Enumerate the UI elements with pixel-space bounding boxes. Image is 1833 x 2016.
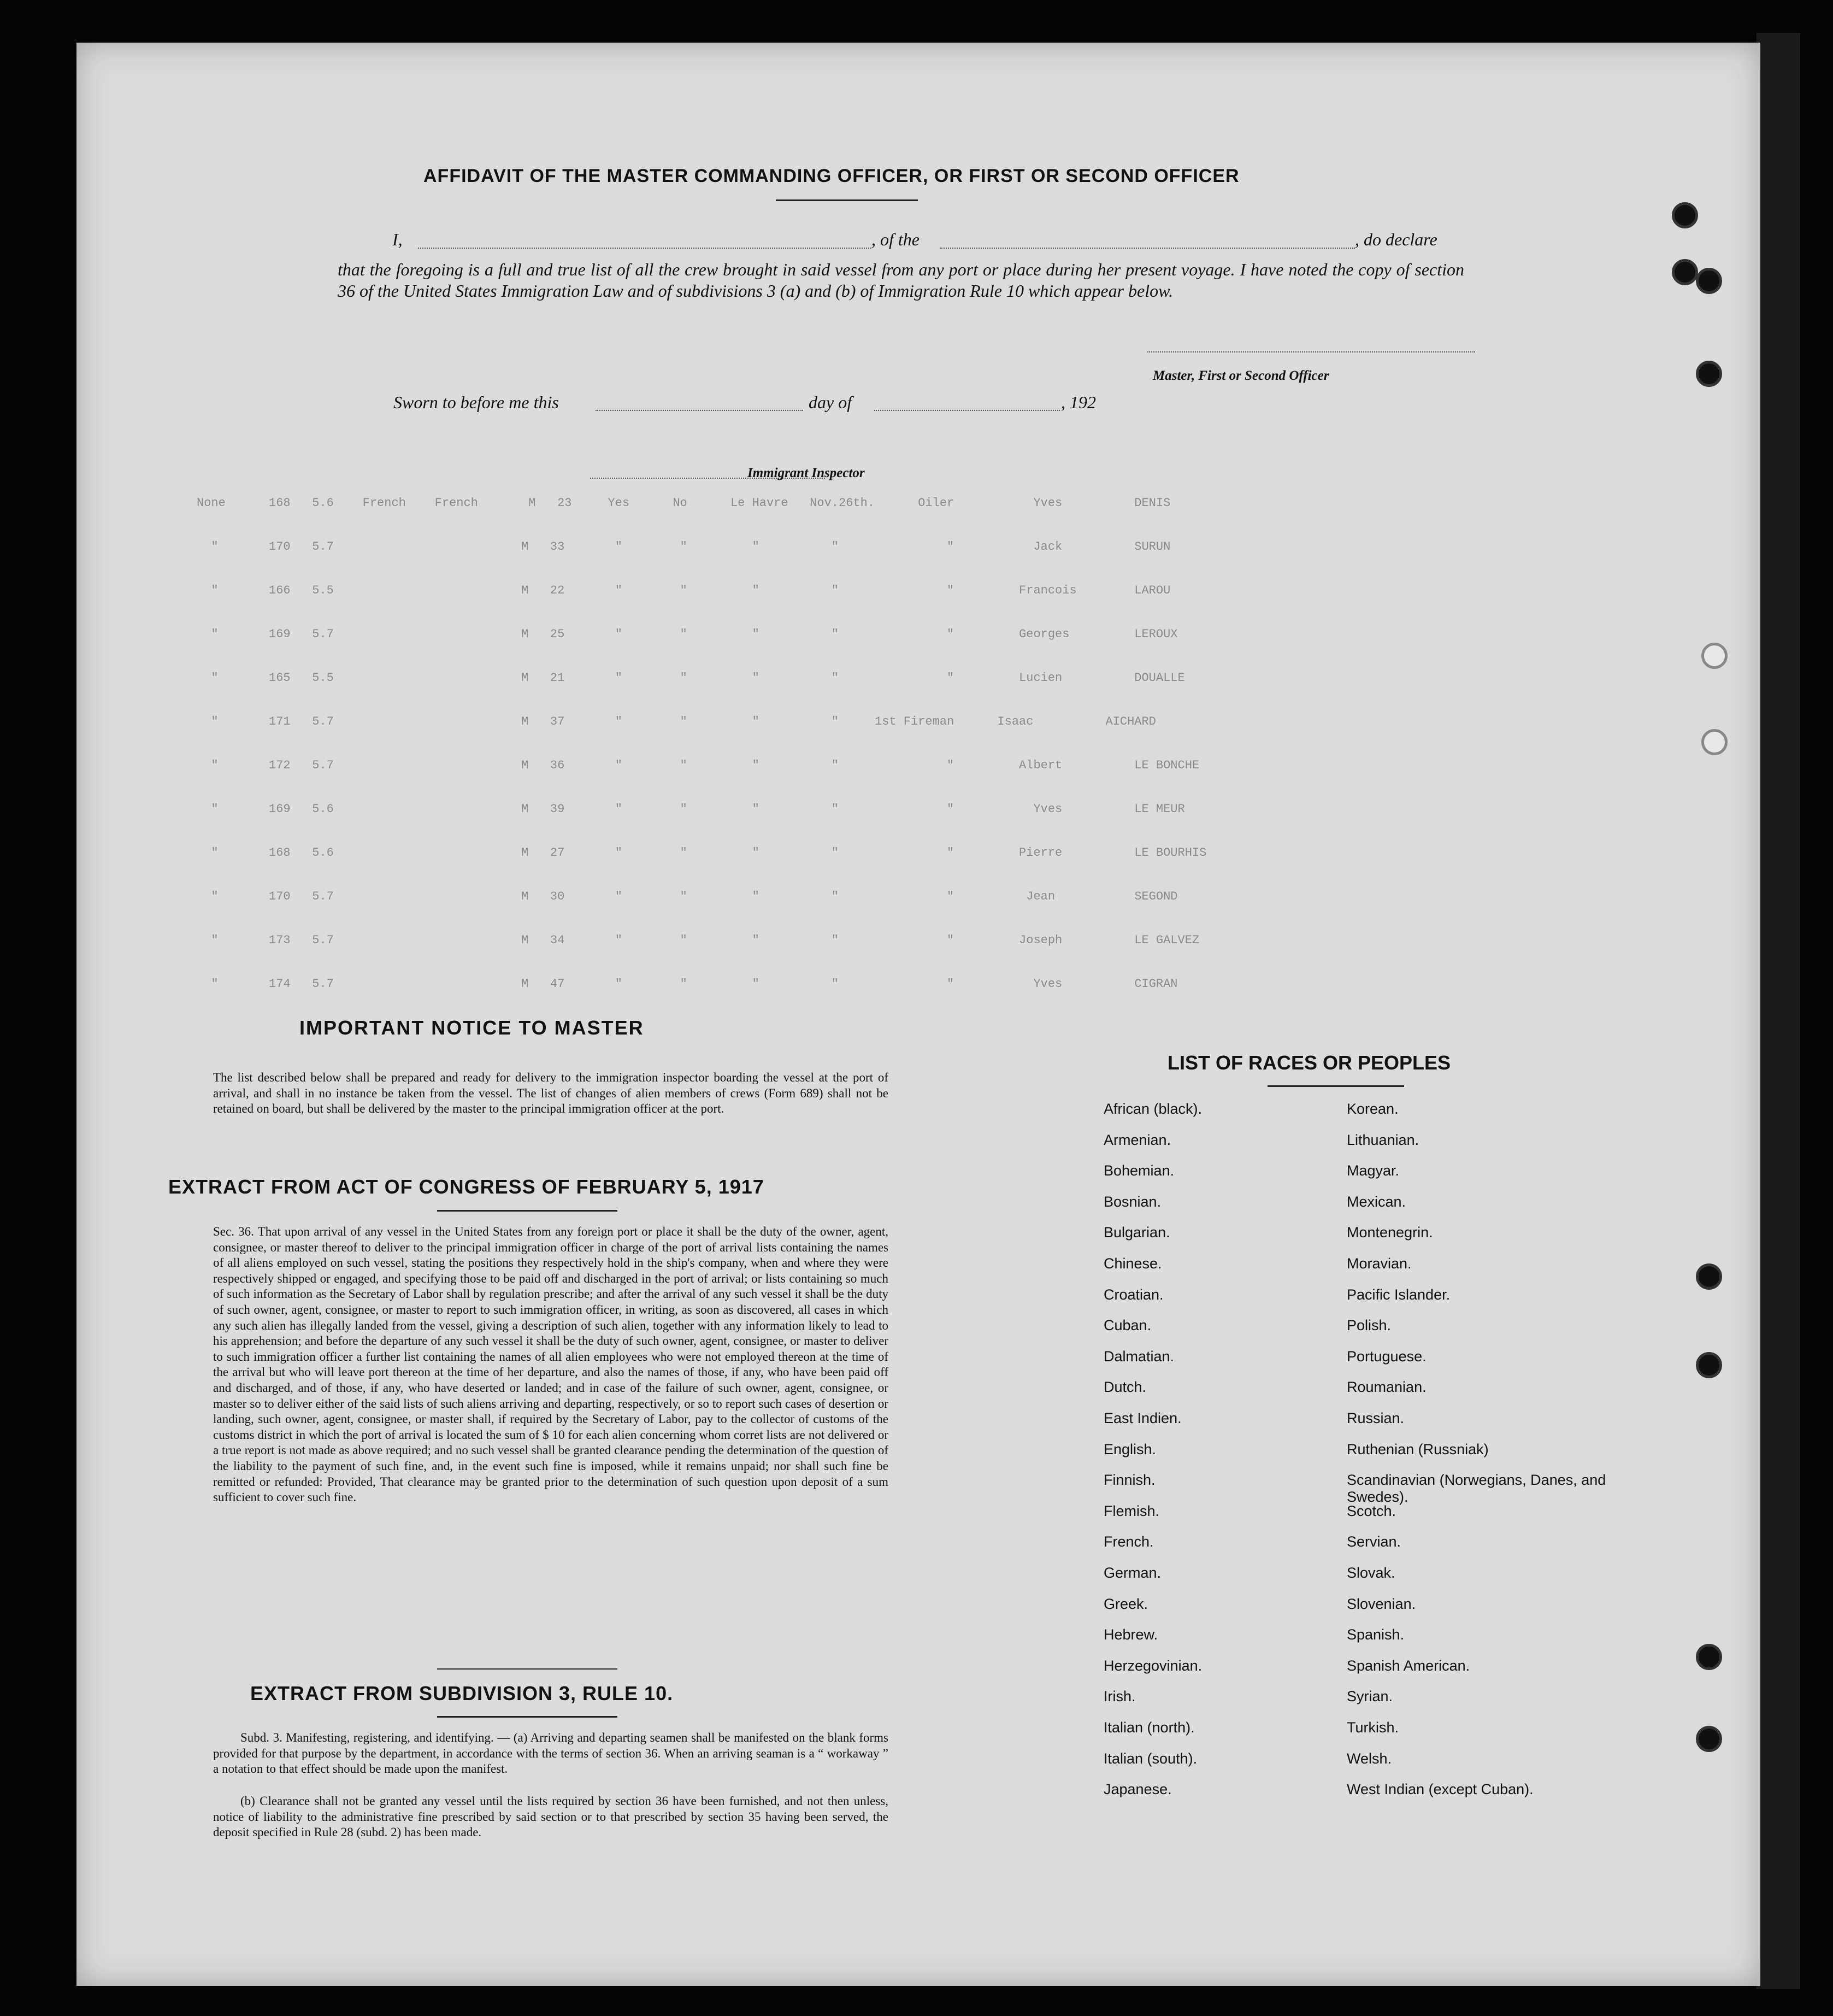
bleed-through-row: " 169 5.6 M 39 " " " " " Yves LE MEUR (197, 802, 1185, 816)
bleed-through-row: " 174 5.7 M 47 " " " " " Yves CIGRAN (197, 977, 1178, 991)
races-title-underline (1268, 1085, 1404, 1087)
race-entry: Spanish. (1347, 1626, 1405, 1643)
race-entry: East Indien. (1104, 1410, 1182, 1426)
bleed-through-row: " 169 5.7 M 25 " " " " " Georges LEROUX (197, 627, 1178, 641)
day-of-text: day of (809, 392, 852, 412)
race-entry: West Indian (except Cuban). (1347, 1781, 1534, 1798)
rule-extract-title: EXTRACT FROM SUBDIVISION 3, RULE 10. (250, 1682, 674, 1705)
race-entry: Moravian. (1347, 1255, 1412, 1272)
binder-hole-icon (1696, 1726, 1722, 1752)
bleed-through-row: " 168 5.6 M 27 " " " " " Pierre LE BOURHIS (197, 846, 1207, 860)
race-entry: English. (1104, 1441, 1157, 1457)
race-entry: Slovenian. (1347, 1595, 1416, 1612)
race-entry: Flemish. (1104, 1502, 1160, 1519)
vessel-blank (940, 248, 1355, 249)
race-entry: Mexican. (1347, 1193, 1406, 1210)
affidavit-line-declare: , do declare (1355, 230, 1437, 249)
affidavit-body: that the foregoing is a full and true list of all the crew brought in said vessel from any port or place during her present voyage. I have noted the copy of section 36 of the United States Immigration Law and of subdivisions 3 (a) and (b) of Immigration Rule 10 which appear below. (338, 260, 1464, 301)
affidavit-line-i: I, (392, 230, 403, 249)
race-entry: French. (1104, 1533, 1154, 1550)
race-entry: Chinese. (1104, 1255, 1162, 1272)
affidavit-line-of-the: , of the (871, 230, 920, 249)
race-entry: Bulgarian. (1104, 1224, 1170, 1241)
race-entry: Slovak. (1347, 1565, 1395, 1581)
race-entry: Finnish. (1104, 1472, 1156, 1489)
race-entry: Korean. (1347, 1101, 1399, 1117)
bleed-through-row: " 170 5.7 M 33 " " " " " Jack SURUN (197, 540, 1171, 554)
notice-title: IMPORTANT NOTICE TO MASTER (299, 1016, 644, 1039)
rule-para-b: (b) Clearance shall not be granted any vessel until the lists required by section 36 have been furnished, and not then unless, notice of liability to the administrative fine prescribed by said section or to that prescribed by section 35 having been served, the deposit specified in Rule 28 (subd. 2) has been made. (213, 1794, 888, 1839)
race-entry: Herzegovinian. (1104, 1657, 1203, 1674)
inspector-caption: Immigrant Inspector (747, 466, 865, 480)
month-blank (874, 410, 1060, 411)
binder-hole-icon (1696, 361, 1722, 387)
race-entry: Ruthenian (Russniak) (1347, 1441, 1489, 1457)
act-title-underline (437, 1210, 617, 1212)
race-entry: Turkish. (1347, 1719, 1399, 1736)
bleed-through-row: " 165 5.5 M 21 " " " " " Lucien DOUALLE (197, 671, 1185, 685)
bleed-through-row: " 171 5.7 M 37 " " " " 1st Fireman Isaac AICHARD (197, 715, 1156, 728)
bleed-through-row: " 170 5.7 M 30 " " " " " Jean SEGOND (197, 890, 1178, 903)
race-entry: Lithuanian. (1347, 1131, 1419, 1148)
notice-body: The list described below shall be prepared and ready for delivery to the immigration inspector boarding the vessel at the port of arrival, and shall in no instance be taken from the vessel. The list of changes of alien members of crews (Form 689) shall not be retained on board, but shall be delivered by the master to the principal immigration officer at the port. (213, 1071, 888, 1116)
race-entry: Dalmatian. (1104, 1348, 1175, 1365)
race-entry: Magyar. (1347, 1162, 1400, 1179)
race-entry: Portuguese. (1347, 1348, 1427, 1365)
binder-hole-icon (1701, 729, 1728, 755)
binder-hole-icon (1696, 1644, 1722, 1670)
act-extract-body: Sec. 36. That upon arrival of any vessel in the United States from any foreign port or place it shall be the duty of the owner, agent, consignee, or master thereof to deliver to the principal immigration officer in charge of the port of arrival lists containing the names of all aliens employed on such vessel, stating the positions they respectively hold in the ship's company, when and where they were respectively shipped or engaged, and specifying those to be paid off and discharged in the port of arrival; or lists containing so much of such information as the Secretary of Labor shall by regulation prescribe; and after the arrival of any such vessel it shall be the duty of such owner, agent, consignee, or master to report to such immigration officer, in writing, as soon as discovered, all cases in which any such alien has illegally landed from the vessel, giving a description of such alien, together with any information likely to lead to his apprehension; and before the departure of any such vessel it shall be the duty of such owner, agent, consignee, or master to deliver to such immigration officer a further list containing the names of all alien employees who were not employed thereon at the time of the arrival but who will leave port thereon at the time of her departure, and also the names of those, if any, who have been paid off and discharged, and of those, if any, who have deserted or landed; and in case of the failure of such owner, agent, consignee, or master so to deliver either of the said lists of such aliens arriving and departing, respectively, or so to report such cases of desertion or landing, such owner, agent, consignee, or master shall, if required by the Secretary of Labor, pay to the collector of customs of the customs district in which the port of arrival is located the sum of $ 10 for each alien concerning whom corret lists are not delivered or a true report is not made as above required; and no such vessel shall be granted clearance pending the determination of the question of the liability to the payment of such fine, and, in the event such fine is imposed, while it remains unpaid; nor shall such fine be remitted or refunded: Provided, That clearance may be granted prior to the determination of such question upon deposit of a sum sufficient to cover such fine. (213, 1225, 888, 1504)
name-blank (418, 248, 871, 249)
bleed-through-row: None 168 5.6 French French M 23 Yes No Le Havre Nov.26th. Oiler Yves DENIS (197, 496, 1171, 510)
title-underline (776, 199, 918, 201)
race-entry: Japanese. (1104, 1781, 1172, 1798)
master-signature-line (1147, 351, 1475, 352)
race-entry: Scotch. (1347, 1502, 1396, 1519)
race-entry: Italian (south). (1104, 1750, 1198, 1767)
master-caption: Master, First or Second Officer (1153, 368, 1329, 383)
manifest-back-page (76, 43, 1760, 1986)
race-entry: Polish. (1347, 1317, 1392, 1334)
bleed-through-row: " 173 5.7 M 34 " " " " " Joseph LE GALVEZ (197, 933, 1200, 947)
bleed-through-row: " 172 5.7 M 36 " " " " " Albert LE BONCHE (197, 759, 1200, 772)
race-entry: Cuban. (1104, 1317, 1152, 1334)
race-entry: Bosnian. (1104, 1193, 1162, 1210)
act-extract-title: EXTRACT FROM ACT OF CONGRESS OF FEBRUARY 5, 1917 (168, 1175, 764, 1198)
race-entry: Pacific Islander. (1347, 1286, 1451, 1303)
binder-hole-icon (1672, 202, 1698, 228)
rule-para-a: Subd. 3. Manifesting, registering, and identifying. — (a) Arriving and departing seamen shall be manifested on the blank forms provided for that purpose by the department, in accordance with the terms of section 36. When an arriving seaman is a “ workaway ” a notation to that effect should be made upon the manifest. (213, 1731, 888, 1776)
race-entry: Greek. (1104, 1595, 1148, 1612)
bleed-through-row: " 166 5.5 M 22 " " " " " Francois LAROU (197, 584, 1171, 597)
binder-hole-icon (1672, 259, 1698, 285)
binder-hole-icon (1696, 1263, 1722, 1290)
race-entry: Dutch. (1104, 1379, 1147, 1396)
race-entry: Welsh. (1347, 1750, 1392, 1767)
sworn-text: Sworn to before me this (393, 392, 559, 412)
race-entry: Roumanian. (1347, 1379, 1427, 1396)
race-entry: Montenegrin. (1347, 1224, 1433, 1241)
race-entry: Bohemian. (1104, 1162, 1175, 1179)
act-end-rule (437, 1668, 617, 1670)
race-entry: German. (1104, 1565, 1162, 1581)
race-entry: Italian (north). (1104, 1719, 1195, 1736)
race-entry: Syrian. (1347, 1688, 1393, 1705)
day-blank (596, 410, 803, 411)
rule-title-underline (437, 1716, 617, 1718)
race-entry: Irish. (1104, 1688, 1136, 1705)
binder-hole-icon (1696, 1352, 1722, 1378)
races-title: LIST OF RACES OR PEOPLES (1168, 1051, 1451, 1074)
race-entry: Spanish American. (1347, 1657, 1470, 1674)
race-entry: Russian. (1347, 1410, 1405, 1426)
race-entry: Armenian. (1104, 1131, 1171, 1148)
page-edge-shadow (1757, 33, 1800, 1989)
binder-hole-icon (1701, 643, 1728, 669)
affidavit-title: AFFIDAVIT OF THE MASTER COMMANDING OFFICER, OR FIRST OR SECOND OFFICER (423, 166, 1240, 186)
race-entry: Hebrew. (1104, 1626, 1158, 1643)
binder-hole-icon (1696, 268, 1722, 294)
race-entry: Scandinavian (Norwegians, Danes, and Swedes). (1347, 1472, 1606, 1506)
year-text: , 192 (1061, 392, 1096, 412)
race-entry: African (black). (1104, 1101, 1203, 1117)
race-entry: Servian. (1347, 1533, 1401, 1550)
race-entry: Croatian. (1104, 1286, 1164, 1303)
